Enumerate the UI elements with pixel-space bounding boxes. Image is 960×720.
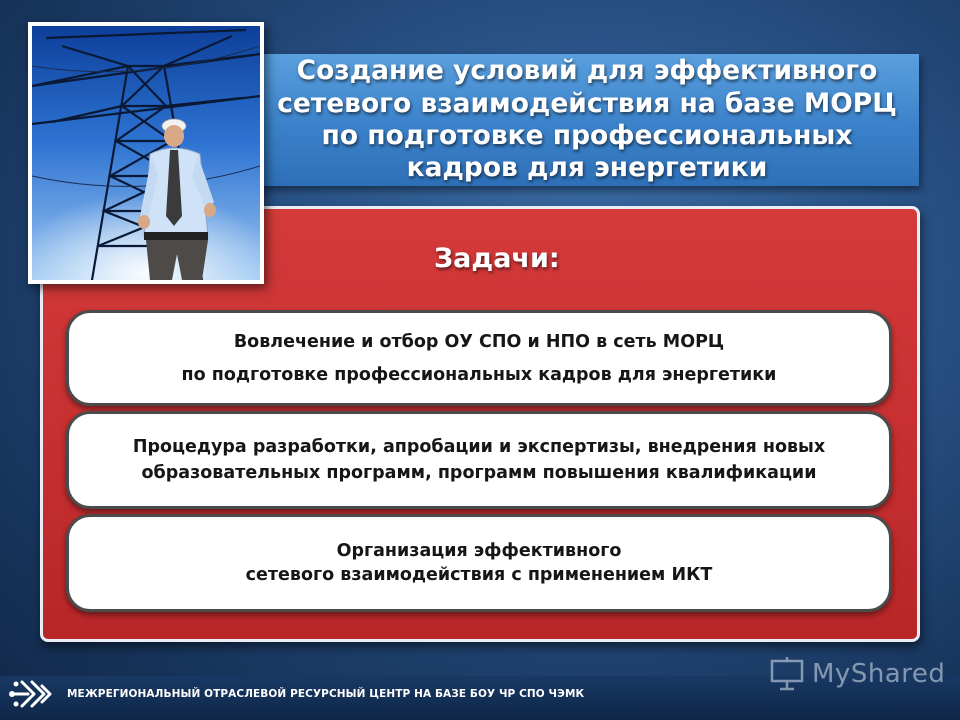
task-card-networking [66,514,892,612]
engineer-photo [28,22,264,284]
title-banner [255,54,919,186]
task-line: Процедура разработки, апробации и экспертизы, внедрения новых [132,436,826,457]
task-line: Организация эффективного [336,540,622,561]
task-line: Вовлечение и отбор ОУ СПО и НПО в сеть МОРЦ [233,331,725,352]
task-line: сетевого взаимодействия с применением ИКТ [245,565,713,585]
tasks-heading: Задачи: [434,243,560,274]
engineer-under-power-line-photo [32,26,260,280]
task-line: по подготовке профессиональных кадров для энергетики [181,364,777,385]
page-title: Создание условий для эффективного сетевого взаимодействия на базе МОРЦ по подготовке профессиональных кадров для энергетики [277,55,897,184]
network-arrows-logo-icon [6,670,54,718]
task-line: образовательных программ, программ повышения квалификации [141,463,817,483]
presentation-board-icon [768,655,806,693]
task-card-programs [66,411,892,509]
watermark [768,652,945,696]
footer-organization-name: МЕЖРЕГИОНАЛЬНЫЙ ОТРАСЛЕВОЙ РЕСУРСНЫЙ ЦЕНТР НА БАЗЕ БОУ ЧР СПО ЧЭМК [67,688,585,700]
task-card-involvement [66,310,892,406]
watermark-text: MyShared [812,659,946,689]
